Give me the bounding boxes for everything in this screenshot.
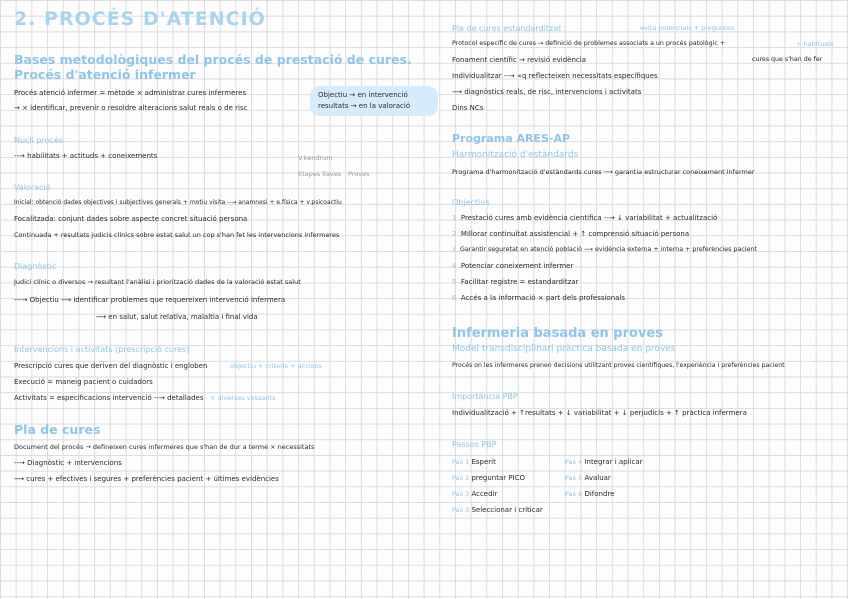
step-label: Pas 1 [452, 458, 470, 466]
intervencions-line-1b: objectiu + criteris + accions [230, 362, 322, 370]
objective-number: 1 [452, 214, 457, 222]
arcs-heading: Programa ARES-AP [452, 132, 571, 145]
step-label: Pas 3 [452, 490, 470, 498]
proces-line-2: → × identificar, prevenir o resoldre alteracions salut reals o de risc [14, 104, 248, 112]
objective-text: Garantir seguretat en atenció població ⟶ evidència externa + interna + preferències pacient [460, 246, 757, 253]
pce-line-2: Fonament científic → revisió evidència [452, 56, 586, 64]
diagnostic-line-2: ---→ Objectiu ⟶ identificar problemes que requereixen intervenció infermera [14, 296, 286, 304]
pla-line-2: --→ Diagnòstic + intervencions [14, 459, 122, 467]
diagnostic-line-1: Judici clínic o diversos → resultant l'anàlisi i priorització dades de la valoració estat salut [14, 278, 301, 286]
objective-number: 3 [452, 246, 457, 253]
objective-number: 2 [452, 230, 457, 238]
step-6 [565, 490, 614, 498]
pce-note-2: + habituals [796, 40, 834, 48]
intervencions-line-3b: × diverses vessants [210, 394, 276, 402]
step-text: Avaluar [584, 474, 611, 482]
objective-number: 5 [452, 278, 457, 286]
step-label: Pas 6 [565, 490, 583, 498]
pce-heading: Pla de cures estandarditzat [452, 24, 562, 33]
objectives-list [452, 214, 847, 310]
passos-heading: Passos PBP [452, 440, 497, 449]
step-text: Accedir [471, 490, 498, 498]
step-3 [452, 490, 497, 498]
step-text: Seleccionar i criticar [471, 506, 543, 514]
ibp-subheading: Model transdisciplinari pràctica basada en proves [452, 344, 676, 354]
step-text: preguntar PICO [471, 474, 526, 482]
list-item [452, 230, 847, 246]
objective-number: 4 [452, 262, 457, 270]
list-item [452, 278, 847, 294]
step-label: Pas 3 [452, 506, 470, 514]
objective-number: 6 [452, 294, 457, 302]
valoracio-line-2: Focalitzada: conjunt dades sobre aspecte concret situació persona [14, 215, 248, 223]
list-item [452, 214, 847, 230]
objective-text: Accés a la informació × part dels professionals [460, 294, 626, 302]
step-1 [452, 458, 496, 466]
bases-heading: Bases metodològiques del procés de prestació de cures. [14, 52, 412, 67]
objectiu-line-2: resultats → en la valoració [318, 102, 411, 110]
objective-text: Potenciar coneixement infermer [460, 262, 574, 270]
page-title: 2. PROCÉS D'ATENCIÓ [14, 8, 266, 30]
proces-line-1: Procés atenció infermer = mètode × administrar cures infermeres [14, 89, 247, 97]
pce-line-4: ⟶ diagnòstics reals, de risc, intervencions i activitats [452, 88, 642, 96]
pce-line-1: Protocol específic de cures → definició de problemes associats a un procés patològic + [452, 40, 726, 47]
nucli-heading: Nucli procés [14, 136, 64, 145]
step-4 [565, 458, 643, 466]
step-label: Pas 2 [452, 474, 470, 482]
list-item [452, 246, 847, 262]
objective-text: Prestació cures amb evidència científica --→ ↓ variabilitat + actualització [460, 214, 718, 222]
step-text: Integrar i aplicar [584, 458, 643, 466]
pla-heading: Pla de cures [14, 422, 101, 437]
ibp-heading: Infermeria basada en proves [452, 326, 663, 341]
pce-line-3: Individualitzar --→ ∝q reflecteixen necessitats específiques [452, 72, 658, 80]
intervencions-line-2: Execució = maneig pacient o cuidadors [14, 378, 153, 386]
step-text: Esperit [471, 458, 496, 466]
objectiu-line-1: Objectiu → en intervenció [318, 91, 408, 99]
arcs-subheading: Harmonització d'estàndards [452, 150, 579, 160]
valoracio-line-1: Inicial: obtenció dades objectives i subjectives generals + motiu visita --→ anamnesi + e.física + v.psicoactiu [14, 199, 342, 206]
arcs-line: Programa d'harmonització d'estàndards cures ⟶ garantia estructurar coneixement infermer [452, 168, 755, 176]
intervencions-heading: Intervencions i activitats (prescripció cures) [14, 345, 190, 354]
step-7 [452, 506, 543, 514]
pla-line-3: ⟶ cures + efectives i segures + preferències pacient + últimes evidències [14, 475, 279, 483]
proces-heading: Procés d'atenció infermer [14, 67, 196, 82]
nucli-line: --→ habilitats + actituds + coneixements [14, 152, 158, 160]
vkendrum-label: V.kendrum [298, 154, 333, 162]
step-label: Pas 5 [565, 474, 583, 482]
intervencions-line-1: Prescripció cures que deriven del diagnòstic i engloben [14, 362, 208, 370]
step-label: Pas 4 [565, 458, 583, 466]
pce-note: evita potencials + preguntes [640, 24, 735, 32]
pla-line-1: Document del procés → defineixen cures infermeres que s'han de dur a terme × necessitats [14, 443, 315, 451]
objective-text: Facilitar registre = estandarditzar [460, 278, 579, 286]
diagnostic-line-3: ⟶ en salut, salut relativa, malaltia i final vida [96, 313, 258, 321]
proves-label: Proves [348, 170, 370, 178]
etapes-label: Etapes llaves [298, 170, 342, 178]
pce-line-5: Dins NCs [452, 104, 484, 112]
objectiu-box [310, 86, 438, 116]
importancia-heading: Importància PBP [452, 392, 518, 401]
diagnostic-heading: Diagnòstic [14, 262, 57, 271]
objectius-heading: Objectius [452, 198, 490, 207]
importancia-line: Individualització + ↑resultats + ↓ variabilitat + ↓ perjudicis + ↑ pràctica infermera [452, 409, 747, 417]
list-item [452, 294, 847, 310]
step-5 [565, 474, 611, 482]
step-2 [452, 474, 525, 482]
step-text: Difondre [584, 490, 615, 498]
objective-text: Millorar continuïtat assistencial + ↑ comprensió situació persona [460, 230, 690, 238]
pce-line-1b: cures que s'han de fer [752, 56, 823, 63]
valoracio-heading: Valoració [14, 183, 51, 192]
intervencions-line-3: Activitats = especificacions intervenció --→ detallades [14, 394, 204, 402]
list-item [452, 262, 847, 278]
ibp-line: Procés on les infermeres prenen decisions utilitzant proves científiques, l'experiència i preferències pacient [452, 362, 785, 369]
valoracio-line-3: Continuada + resultats judicis clínics sobre estat salut un cop s'han fet les intervencions infermeres [14, 231, 340, 239]
